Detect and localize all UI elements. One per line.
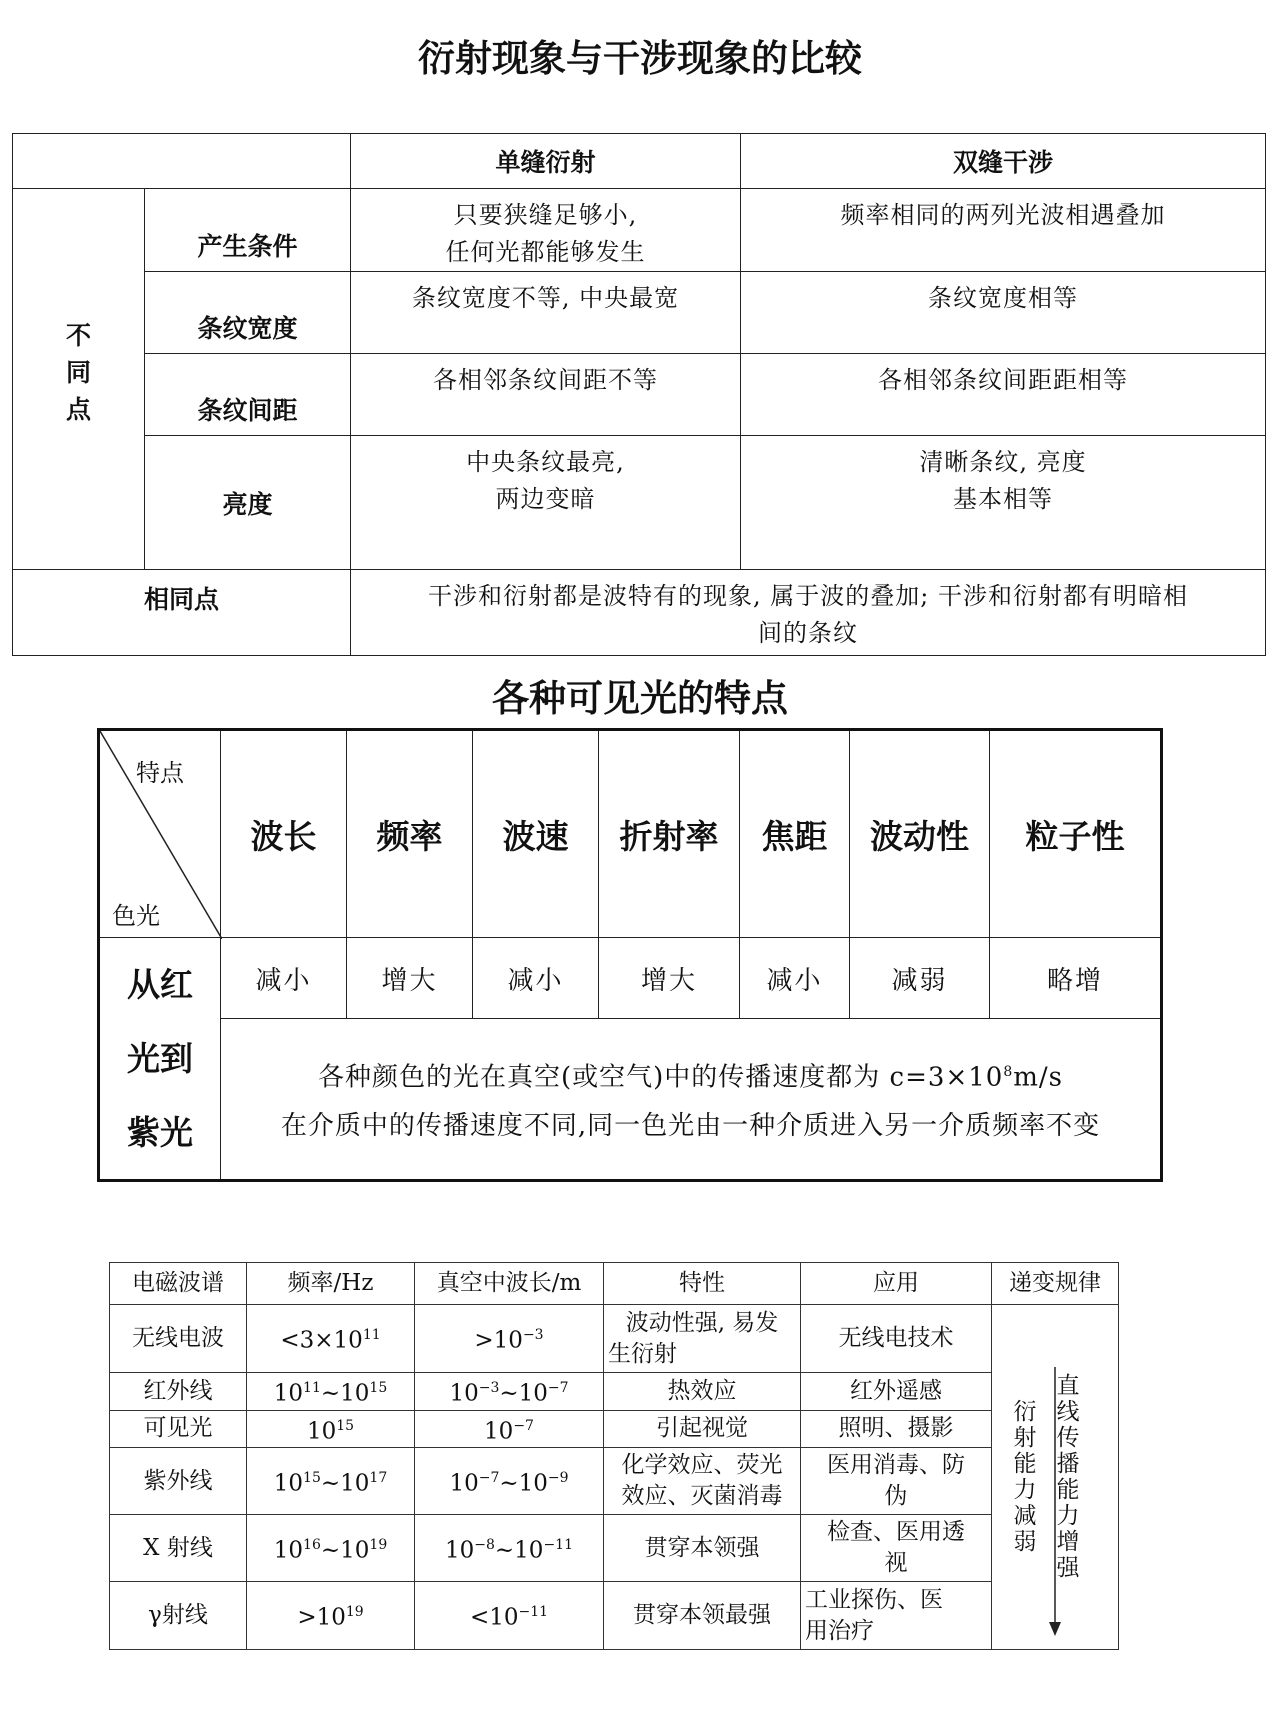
empty-header-cell bbox=[13, 134, 351, 189]
row-label-red-to-violet: 从红 光到 紫光 bbox=[99, 938, 221, 1181]
cell-property: 引起视觉 bbox=[604, 1410, 801, 1448]
cell-frequency: $10^{15}\sim 10^{17}$ bbox=[247, 1448, 415, 1515]
cell-double-width: 条纹宽度相等 bbox=[741, 272, 1266, 354]
note-line-2: 在介质中的传播速度不同,同一色光由一种介质进入另一介质频率不变 bbox=[280, 1110, 1101, 1141]
row-label-brightness: 亮度 bbox=[145, 436, 351, 570]
cell-wavelength: $<10^{-11}$ bbox=[415, 1582, 604, 1650]
corner-top-label: 特点 bbox=[136, 759, 184, 787]
cell-frequency: $>10^{19}$ bbox=[247, 1582, 415, 1650]
cell-name: 可见光 bbox=[110, 1410, 247, 1448]
header-focal-length: 焦距 bbox=[740, 730, 850, 938]
cell-single-spacing: 各相邻条纹间距不等 bbox=[351, 354, 741, 436]
cell-name: X 射线 bbox=[110, 1515, 247, 1582]
header-refractive-index: 折射率 bbox=[599, 730, 740, 938]
note-line-1: 各种颜色的光在真空(或空气)中的传播速度都为 $c=3\times 10^8m/s$ bbox=[318, 1062, 1063, 1093]
visible-light-table bbox=[97, 728, 1163, 1182]
cell-single-width: 条纹宽度不等, 中央最宽 bbox=[351, 272, 741, 354]
header-frequency-hz: 频率/Hz bbox=[247, 1263, 415, 1305]
cell-application: 工业探伤、医 用治疗 bbox=[801, 1582, 992, 1650]
different-points-label: 不 同 点 bbox=[13, 189, 145, 570]
row-label-fringe-width: 条纹宽度 bbox=[145, 272, 351, 354]
same-points-label: 相同点 bbox=[13, 570, 351, 656]
cell-wavelength: $10^{-7}$ bbox=[415, 1410, 604, 1448]
cell-name: γ射线 bbox=[110, 1582, 247, 1650]
cell-wavelength: $10^{-3}\sim 10^{-7}$ bbox=[415, 1373, 604, 1411]
header-trend: 递变规律 bbox=[992, 1263, 1119, 1305]
cell-property: 热效应 bbox=[604, 1373, 801, 1411]
header-single-slit: 单缝衍射 bbox=[351, 134, 741, 189]
cell-double-spacing: 各相邻条纹间距距相等 bbox=[741, 354, 1266, 436]
cell-property: 贯穿本领强 bbox=[604, 1515, 801, 1582]
cell-property: 贯穿本领最强 bbox=[604, 1582, 801, 1650]
value-particle-nature: 略增 bbox=[990, 938, 1162, 1019]
cell-application: 医用消毒、防 伪 bbox=[801, 1448, 992, 1515]
cell-wavelength: $10^{-8}\sim 10^{-11}$ bbox=[415, 1515, 604, 1582]
row-label-fringe-spacing: 条纹间距 bbox=[145, 354, 351, 436]
page-title: 衍射现象与干涉现象的比较 bbox=[418, 37, 862, 80]
cell-property: 化学效应、荧光 效应、灭菌消毒 bbox=[604, 1448, 801, 1515]
header-double-slit: 双缝干涉 bbox=[741, 134, 1266, 189]
comparison-table bbox=[12, 133, 1266, 656]
corner-header-cell bbox=[99, 730, 221, 938]
same-points-text: 干涉和衍射都是波特有的现象, 属于波的叠加; 干涉和衍射都有明暗相 间的条纹 bbox=[351, 570, 1266, 656]
section-title-visible-light: 各种可见光的特点 bbox=[492, 677, 788, 720]
header-spectrum: 电磁波谱 bbox=[110, 1263, 247, 1305]
trend-rectilinear-text: 直 线 传 播 能 力 增 强 bbox=[1056, 1373, 1080, 1581]
em-spectrum-table bbox=[109, 1262, 1119, 1650]
row-label-condition: 产生条件 bbox=[145, 189, 351, 272]
cell-name: 红外线 bbox=[110, 1373, 247, 1411]
cell-frequency: $<3\times 10^{11}$ bbox=[247, 1305, 415, 1373]
cell-frequency: $10^{15}$ bbox=[247, 1410, 415, 1448]
cell-property: 波动性强, 易发 生衍射 bbox=[604, 1305, 801, 1373]
cell-double-condition: 频率相同的两列光波相遇叠加 bbox=[741, 189, 1266, 272]
cell-wavelength: $10^{-7}\sim 10^{-9}$ bbox=[415, 1448, 604, 1515]
header-frequency: 频率 bbox=[347, 730, 473, 938]
header-property: 特性 bbox=[604, 1263, 801, 1305]
cell-wavelength: $>10^{-3}$ bbox=[415, 1305, 604, 1373]
trend-diffraction-text: 衍 射 能 力 减 弱 bbox=[1013, 1399, 1037, 1555]
value-wave-nature: 减弱 bbox=[850, 938, 990, 1019]
value-wavelength: 减小 bbox=[221, 938, 347, 1019]
cell-application: 检查、医用透 视 bbox=[801, 1515, 992, 1582]
corner-bottom-label: 色光 bbox=[112, 902, 160, 930]
cell-frequency: $10^{11}\sim 10^{15}$ bbox=[247, 1373, 415, 1411]
cell-frequency: $10^{16}\sim 10^{19}$ bbox=[247, 1515, 415, 1582]
value-wave-speed: 减小 bbox=[473, 938, 599, 1019]
value-frequency: 增大 bbox=[347, 938, 473, 1019]
header-application: 应用 bbox=[801, 1263, 992, 1305]
cell-name: 无线电波 bbox=[110, 1305, 247, 1373]
header-wavelength-m: 真空中波长/m bbox=[415, 1263, 604, 1305]
light-speed-note bbox=[221, 1019, 1162, 1181]
cell-name: 紫外线 bbox=[110, 1448, 247, 1515]
value-focal-length: 减小 bbox=[740, 938, 850, 1019]
cell-double-brightness: 清晰条纹, 亮度 基本相等 bbox=[741, 436, 1266, 570]
value-refractive-index: 增大 bbox=[599, 938, 740, 1019]
header-particle-nature: 粒子性 bbox=[990, 730, 1162, 938]
header-wave-speed: 波速 bbox=[473, 730, 599, 938]
cell-single-condition: 只要狭缝足够小, 任何光都能够发生 bbox=[351, 189, 741, 272]
header-wave-nature: 波动性 bbox=[850, 730, 990, 938]
header-wavelength: 波长 bbox=[221, 730, 347, 938]
trend-cell bbox=[992, 1305, 1119, 1650]
cell-application: 照明、摄影 bbox=[801, 1410, 992, 1448]
cell-application: 红外遥感 bbox=[801, 1373, 992, 1411]
cell-single-brightness: 中央条纹最亮, 两边变暗 bbox=[351, 436, 741, 570]
cell-application: 无线电技术 bbox=[801, 1305, 992, 1373]
